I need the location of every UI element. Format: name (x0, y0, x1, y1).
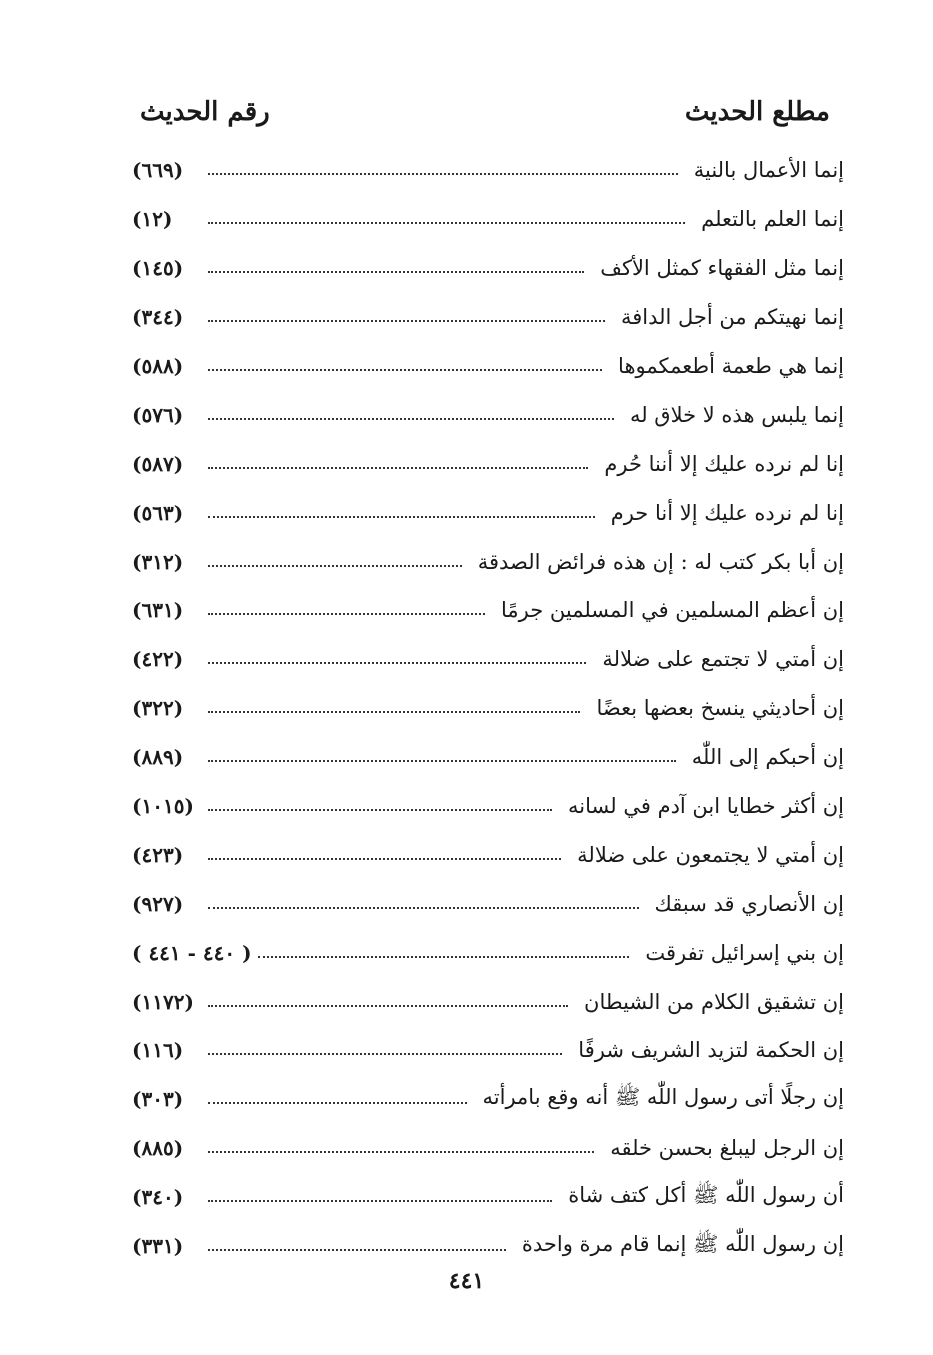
dot-leader (208, 1249, 506, 1251)
dot-leader (208, 173, 678, 175)
index-entry (132, 439, 844, 488)
entry-text: إن بني إسرائيل تفرقت (645, 940, 844, 965)
dot-leader (208, 222, 685, 224)
entry-text: إن الرجل ليبلغ بحسن خلقه (610, 1136, 844, 1161)
entry-number: (٨٨٥) (132, 1136, 184, 1161)
entry-number: (٤٢٢) (132, 647, 184, 672)
entry-number: (١٠١٥) (132, 794, 194, 819)
index-entry (132, 146, 844, 195)
entry-text: إنما الأعمال بالنية (693, 158, 844, 183)
index-entry (132, 1075, 844, 1124)
dot-leader (208, 467, 588, 469)
index-entry (132, 782, 844, 831)
page-number: ٤٤١ (448, 1268, 485, 1294)
index-entry (132, 733, 844, 782)
entry-text: إنما يلبس هذه لا خلاق له (629, 402, 844, 427)
index-entry (132, 879, 844, 928)
entry-number: (٥٧٦) (132, 402, 184, 427)
dot-leader (208, 1102, 467, 1104)
index-entry (132, 537, 844, 586)
index-entry (132, 1124, 844, 1173)
dot-leader (208, 858, 561, 860)
index-entry (132, 1173, 844, 1222)
entry-number: (٣٠٣) (132, 1087, 184, 1112)
entry-number: (٥٨٨) (132, 354, 184, 378)
index-entry (132, 586, 844, 635)
index-entry (132, 342, 844, 391)
entry-text: إن رسول اللّٰه ﷺ إنما قام مرة واحدة (521, 1231, 844, 1256)
hadith-start-heading: مطلع الحديث (684, 97, 830, 127)
dot-leader (208, 565, 462, 567)
entry-number: (١١٧٢) (132, 989, 194, 1014)
dot-leader (208, 907, 639, 909)
entry-number: (٤٢٣) (132, 842, 184, 867)
index-entry (132, 684, 844, 733)
dot-leader (208, 320, 605, 322)
index-entry (132, 1026, 844, 1075)
dot-leader (208, 711, 580, 713)
entry-text: إن الأنصاري قد سبقك (654, 891, 844, 916)
entry-number: (٣٢٢) (132, 696, 184, 721)
entry-number: ( ٤٤٠ - ٤٤١ ) (132, 940, 252, 965)
dot-leader (208, 760, 676, 762)
dot-leader (208, 369, 602, 371)
index-entry (132, 977, 844, 1026)
index-entry (132, 635, 844, 684)
entry-number: (٣٤٠) (132, 1185, 184, 1210)
entry-number: (٨٨٩) (132, 745, 184, 770)
entry-text: إن رجلًا أتى رسول اللّٰه ﷺ أنه وقع بامرأته (482, 1084, 844, 1109)
index-entry (132, 244, 844, 293)
index-entry (132, 390, 844, 439)
entry-number: (٣١٢) (132, 549, 184, 574)
entry-number: (١٤٥) (132, 256, 184, 281)
entry-text: إن أمتي لا تجتمع على ضلالة (602, 647, 844, 672)
entry-text: إن أكثر خطايا ابن آدم في لسانه (568, 794, 844, 819)
entry-number: (٩٢٧) (132, 891, 184, 916)
dot-leader (258, 956, 630, 958)
dot-leader (208, 271, 584, 273)
entry-number: (٦٦٩) (132, 158, 184, 183)
entry-text: إن الحكمة لتزيد الشريف شرفًا (578, 1038, 844, 1063)
dot-leader (208, 418, 614, 420)
entry-number: (٥٦٣) (132, 500, 184, 525)
index-entry (132, 830, 844, 879)
entry-text: إنما نهيتكم من أجل الدافة (620, 305, 844, 330)
dot-leader (208, 613, 485, 615)
entry-text: إن أمتي لا يجتمعون على ضلالة (577, 842, 844, 867)
entry-text: إن تشقيق الكلام من الشيطان (584, 989, 844, 1014)
entry-text: أن رسول اللّٰه ﷺ أكل كتف شاة (568, 1182, 844, 1207)
entry-text: إنا لم نرده عليك إلا أننا حُرم (604, 451, 844, 476)
dot-leader (208, 1151, 594, 1153)
entry-text: إن أحبكم إلى اللّٰه (691, 745, 844, 770)
entry-number: (٣٣١) (132, 1234, 184, 1259)
entry-text: إن أعظم المسلمين في المسلمين جرمًا (500, 598, 844, 623)
dot-leader (208, 516, 595, 518)
entry-number: (٥٨٧) (132, 451, 184, 476)
index-entry (132, 928, 844, 977)
entry-number: (٦٣١) (132, 598, 184, 623)
entry-text: إن أحاديثي ينسخ بعضها بعضًا (596, 696, 844, 721)
entry-text: إن أبا بكر كتب له : إن هذه فرائض الصدقة (477, 549, 844, 574)
hadith-number-heading: رقم الحديث (140, 97, 270, 127)
entry-text: إنا لم نرده عليك إلا أنا حرم (610, 500, 844, 525)
index-entry (132, 1222, 844, 1271)
index-list (132, 146, 844, 1270)
entry-number: (١١٦) (132, 1038, 184, 1063)
dot-leader (208, 662, 586, 664)
index-entry (132, 293, 844, 342)
dot-leader (208, 809, 552, 811)
entry-number: (٣٤٤) (132, 305, 184, 330)
entry-text: إنما هي طعمة أطعمكموها (618, 354, 844, 378)
entry-text: إنما مثل الفقهاء كمثل الأكف (600, 256, 844, 281)
dot-leader (208, 1200, 552, 1202)
index-header (140, 92, 830, 132)
dot-leader (208, 1053, 562, 1055)
index-entry (132, 195, 844, 244)
entry-text: إنما العلم بالتعلم (701, 207, 844, 232)
index-entry (132, 488, 844, 537)
dot-leader (208, 1005, 568, 1007)
entry-number: (١٢) (132, 207, 173, 232)
